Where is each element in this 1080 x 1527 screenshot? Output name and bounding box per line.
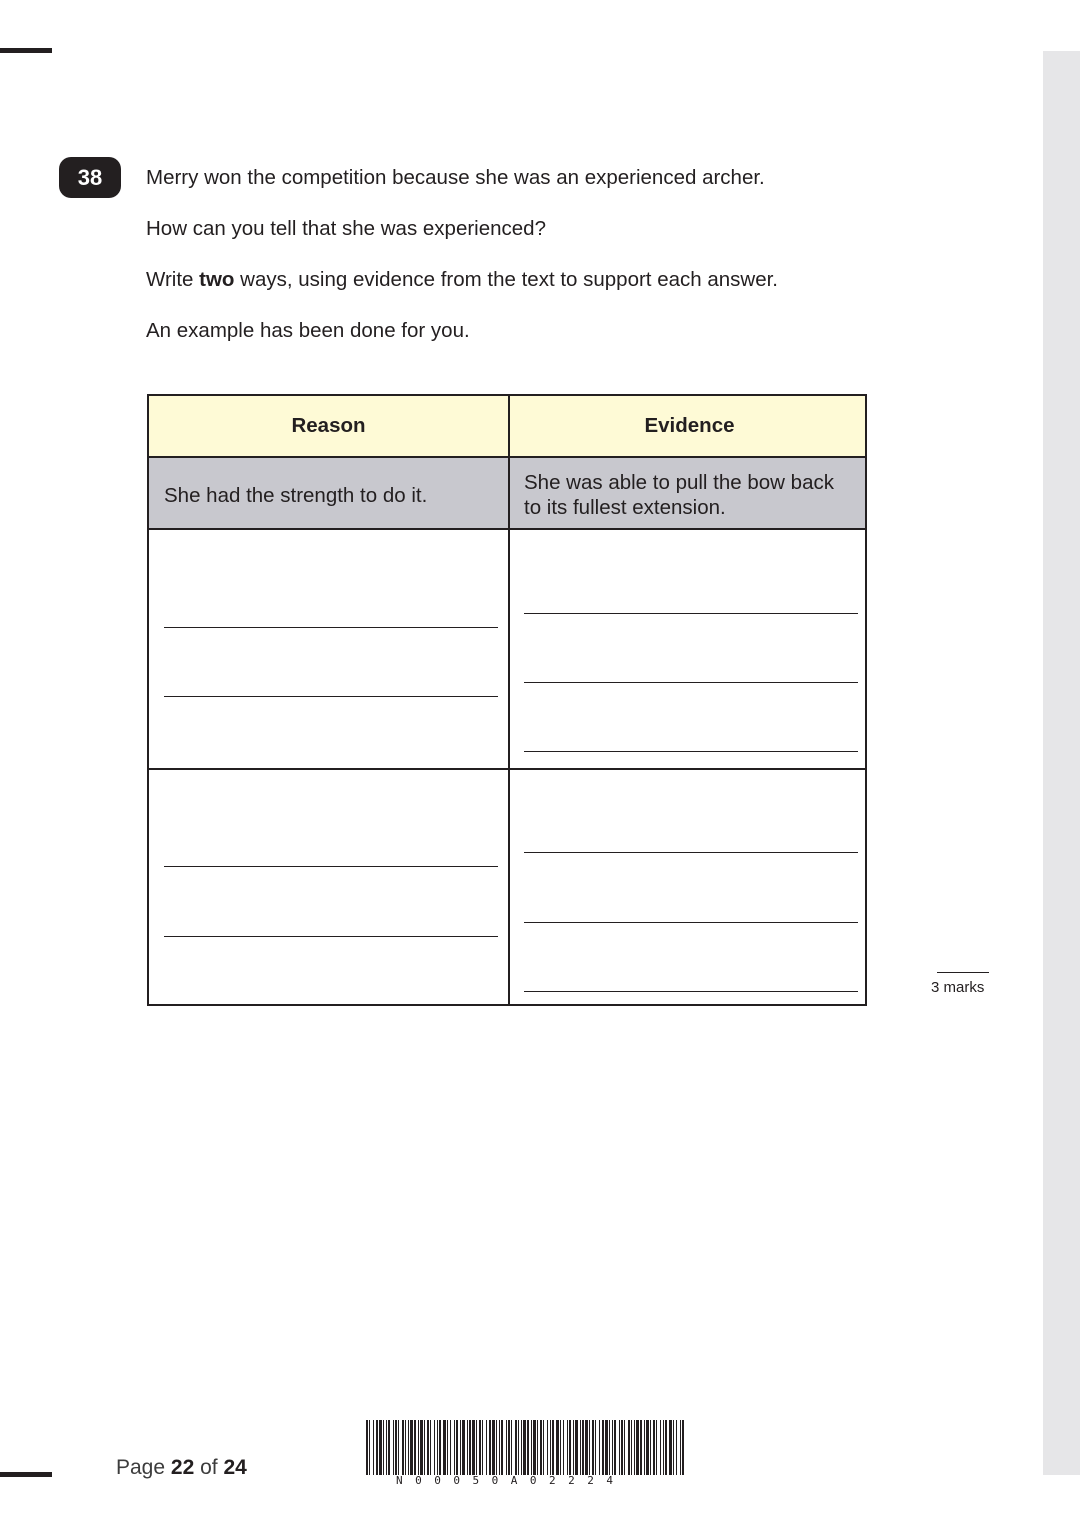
barcode-bar [420,1420,423,1475]
barcode-bar [456,1420,458,1475]
barcode-bar [373,1420,374,1475]
page-current: 22 [170,1456,195,1479]
page-of-word: of [200,1456,218,1479]
barcode-bar [556,1420,559,1475]
barcode-bar [599,1420,600,1475]
barcode-bar [427,1420,429,1475]
barcode-bar [388,1420,390,1475]
barcode-bar [430,1420,431,1475]
barcode-bar [469,1420,471,1475]
header-reason: Reason [291,414,366,437]
reason-1-line-2[interactable] [164,696,498,697]
barcode-bar [376,1420,378,1475]
barcode-bar [634,1420,635,1475]
marks-box-line [937,972,989,973]
barcode-bar [482,1420,483,1475]
page-total: 24 [223,1456,247,1479]
barcode-bar [605,1420,608,1475]
column-divider [508,396,510,1004]
evidence-1-line-3[interactable] [524,751,858,752]
question-instruction [146,268,778,292]
question-number-badge: 38 [59,157,121,198]
reason-2-line-2[interactable] [164,936,498,937]
barcode-bar [418,1420,419,1475]
barcode-bar [506,1420,507,1475]
barcode-bar [511,1420,512,1475]
barcode-bar [398,1420,399,1475]
page-word: Page [116,1456,166,1479]
barcode-bar [563,1420,564,1475]
barcode-bar [636,1420,639,1475]
barcode-bar [646,1420,649,1475]
barcode-bar [680,1420,681,1475]
barcode-image [366,1420,686,1475]
barcode-bar [496,1420,497,1475]
barcode-bar [410,1420,413,1475]
barcode-bar [369,1420,370,1475]
barcode-bar [476,1420,477,1475]
barcode-bar [580,1420,581,1475]
barcode-bar [462,1420,465,1475]
barcode-bar [414,1420,416,1475]
marks-label: 3 marks [931,979,985,996]
barcode-bar [569,1420,571,1475]
instruction-pre: Write [146,268,200,291]
example-reason-cell: She had the strength to do it. [164,484,428,507]
barcode-bar [560,1420,561,1475]
barcode-bar [621,1420,623,1475]
barcode-bar [619,1420,620,1475]
barcode-bar [523,1420,526,1475]
barcode-bar [443,1420,446,1475]
page-number [116,1456,247,1480]
barcode-bar [644,1420,645,1475]
question-prompt: How can you tell that she was experienced? [146,217,546,240]
barcode-bar [543,1420,544,1475]
evidence-1-line-2[interactable] [524,682,858,683]
barcode-bar [515,1420,517,1475]
barcode-bar [653,1420,655,1475]
barcode-bar [518,1420,519,1475]
barcode-bar [395,1420,397,1475]
barcode-bar [540,1420,542,1475]
barcode-bar [595,1420,596,1475]
barcode-bar [499,1420,500,1475]
barcode-bar [575,1420,578,1475]
barcode-bar [660,1420,661,1475]
evidence-1-line-1[interactable] [524,613,858,614]
barcode-bar [439,1420,441,1475]
evidence-2-line-3[interactable] [524,991,858,992]
barcode-bar [366,1420,368,1475]
instruction-bold: two [199,268,235,291]
bottom-registration-mark [0,1472,52,1477]
barcode-bar [631,1420,632,1475]
barcode-bar [665,1420,667,1475]
reason-evidence-table [147,394,867,1006]
barcode-bar [650,1420,651,1475]
barcode-bar [533,1420,536,1475]
barcode-bar [663,1420,664,1475]
barcode-bar [552,1420,554,1475]
barcode-bar [434,1420,435,1475]
barcode-bar [501,1420,503,1475]
barcode-bar [640,1420,642,1475]
barcode-bar [383,1420,384,1475]
barcode-bar [467,1420,468,1475]
barcode-bar [508,1420,510,1475]
barcode-bar [472,1420,475,1475]
barcode-bar [408,1420,409,1475]
barcode-bar [447,1420,448,1475]
barcode-bar [424,1420,425,1475]
barcode-bar [521,1420,522,1475]
barcode-bar [492,1420,495,1475]
barcode-bar [386,1420,387,1475]
barcode-bar [592,1420,594,1475]
example-evidence-cell: She was able to pull the bow back to its fullest extension. [524,471,834,519]
row-divider [149,768,865,770]
barcode-bar [550,1420,551,1475]
barcode-bar [614,1420,616,1475]
barcode-bar [527,1420,529,1475]
side-margin-strip [1043,51,1080,1475]
barcode-bar [573,1420,574,1475]
barcode-bar [537,1420,538,1475]
barcode-bar [582,1420,584,1475]
barcode-bar [454,1420,455,1475]
barcode-bar [531,1420,532,1475]
barcode-bar [612,1420,613,1475]
instruction-post: ways, using evidence from the text to support each answer. [234,268,778,291]
barcode-bar [402,1420,404,1475]
question-statement: Merry won the competition because she was an experienced archer. [146,166,765,189]
barcode-bar [479,1420,481,1475]
barcode-bar [450,1420,451,1475]
barcode-bar [624,1420,625,1475]
evidence-2-line-2[interactable] [524,922,858,923]
barcode-bar [669,1420,672,1475]
barcode-bar [673,1420,674,1475]
barcode-bar [489,1420,491,1475]
barcode-bar [547,1420,548,1475]
barcode-number: N00050A02224 [396,1474,626,1487]
example-note: An example has been done for you. [146,319,470,342]
barcode-bar [460,1420,461,1475]
barcode-bar [602,1420,604,1475]
reason-1-line-1[interactable] [164,627,498,628]
barcode-bar [437,1420,438,1475]
barcode-bar [589,1420,590,1475]
barcode-bar [676,1420,677,1475]
barcode-bar [379,1420,382,1475]
barcode-bar [656,1420,657,1475]
barcode-bar [682,1420,684,1475]
barcode-bar [567,1420,568,1475]
barcode-bar [628,1420,630,1475]
barcode-bar [585,1420,588,1475]
barcode-bar [609,1420,610,1475]
evidence-2-line-1[interactable] [524,852,858,853]
barcode-bar [486,1420,487,1475]
header-evidence: Evidence [644,414,735,437]
barcode-bar [393,1420,394,1475]
top-registration-mark [0,48,52,53]
barcode-bar [405,1420,406,1475]
reason-2-line-1[interactable] [164,866,498,867]
